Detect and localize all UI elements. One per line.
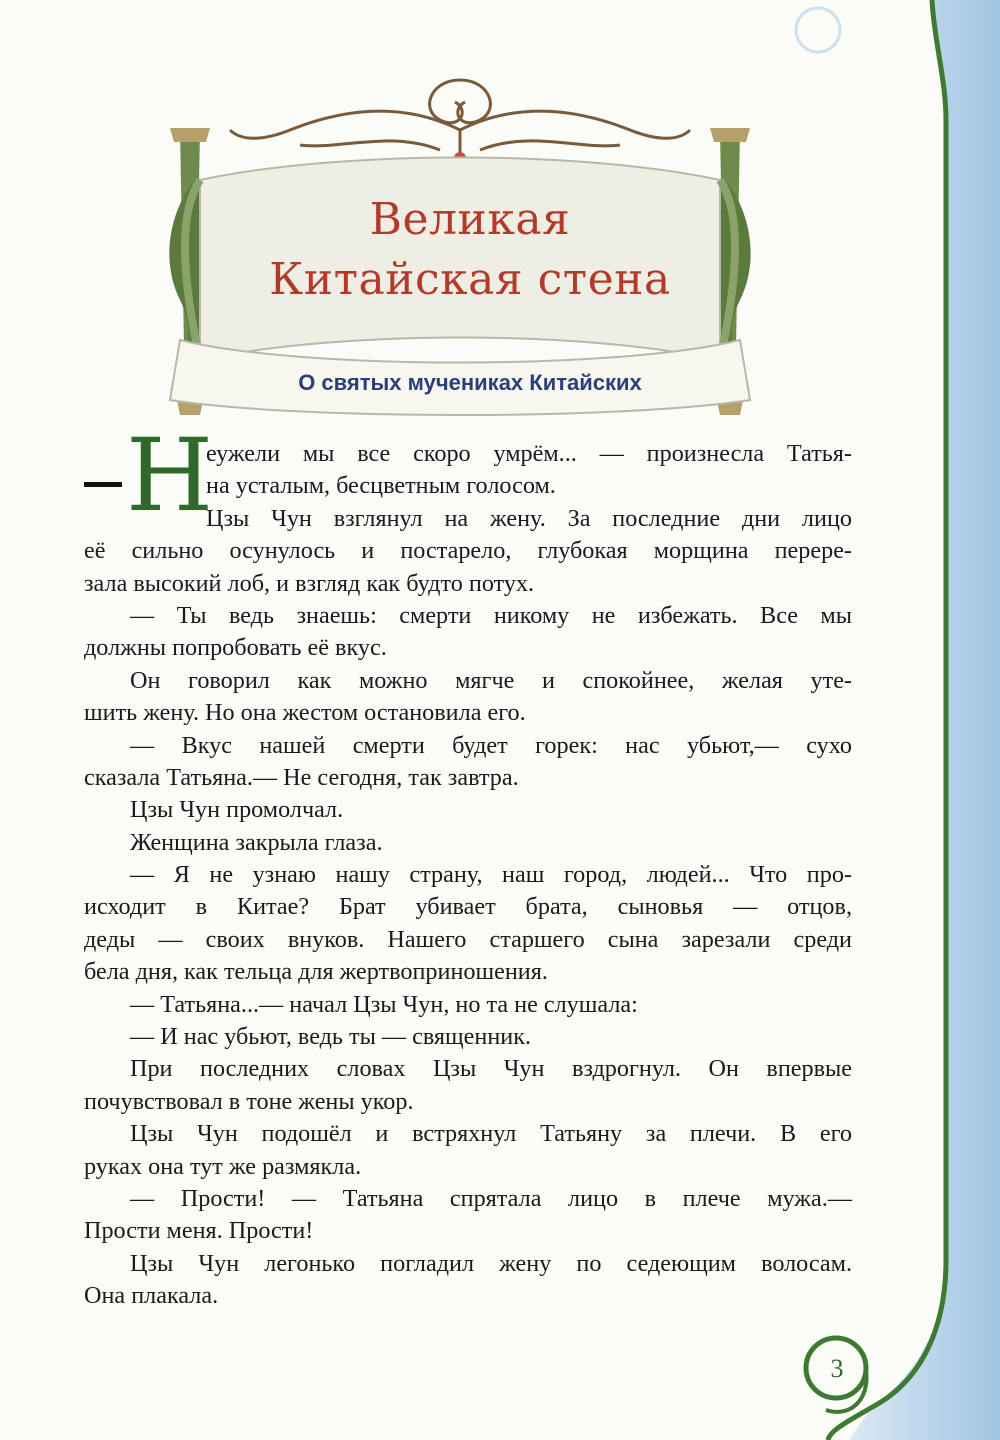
text-line: сказала Татьяна.— Не сегодня, так завтра. (84, 763, 519, 791)
chapter-subtitle: О святых мучениках Китайских (298, 370, 642, 395)
text-line: Прости меня. Прости! (84, 1217, 314, 1245)
text-line: бела дня, как тельца для жертвоприношения. (84, 958, 548, 986)
page-number: 3 (830, 1354, 844, 1383)
text-line: — Татьяна...— начал Цзы Чун, но та не слушала: (130, 990, 638, 1018)
text-line: Цзы Чун взглянул на жену. За последние дни лицо (206, 504, 852, 532)
ornament-flourish (230, 80, 690, 160)
text-line: еужели мы все скоро умрём... — произнесла Татья- (206, 440, 852, 467)
chapter-title-line1: Великая (369, 194, 571, 245)
text-line: шить жену. Но она жестом остановила его. (84, 699, 526, 727)
text-line: Цзы Чун легонько погладил жену по седеющим волосам. (130, 1249, 852, 1277)
text-line: должны попробовать её вкус. (84, 634, 387, 662)
text-line: Она плакала. (84, 1282, 219, 1310)
text-line: Цзы Чун промолчал. (130, 796, 344, 824)
text-line: её сильно осунулось и постарело, глубокая морщина перере- (84, 537, 852, 565)
text-line: При последних словах Цзы Чун вздрогнул. Он впервые (130, 1055, 852, 1083)
text-line: руках она тут же размякла. (84, 1152, 362, 1180)
text-line: деды — своих внуков. Нашего старшего сына зарезали среди (84, 925, 852, 953)
text-line: Он говорил как можно мягче и спокойнее, желая уте- (130, 666, 852, 694)
body-text (84, 438, 852, 1313)
text-line: — Ты ведь знаешь: смерти никому не избежать. Все мы (130, 601, 852, 629)
text-line: Женщина закрыла глаза. (130, 828, 383, 856)
text-line: на усталым, бесцветным голосом. (206, 472, 556, 500)
text-line: — Прости! — Татьяна спрятала лицо в плече мужа.— (130, 1184, 852, 1212)
text-line: почувствовал в тоне жены укор. (84, 1087, 414, 1115)
text-line: Цзы Чун подошёл и встряхнул Татьяну за плечи. В его (130, 1120, 852, 1148)
text-line: исходит в Китае? Брат убивает брата, сыновья — отцов, (84, 893, 852, 921)
drop-cap-letter: Н (126, 417, 214, 534)
text-line: зала высокий лоб, и взгляд как будто потух. (84, 569, 535, 597)
text-line: — Я не узнаю нашу страну, наш город, людей... Что про- (130, 861, 852, 889)
text-line: — Вкус нашей смерти будет горек: нас убьют,— сухо (130, 731, 852, 759)
text-line: — И нас убьют, ведь ты — священник. (130, 1023, 532, 1051)
chapter-title-line2: Китайская стена (269, 254, 671, 305)
